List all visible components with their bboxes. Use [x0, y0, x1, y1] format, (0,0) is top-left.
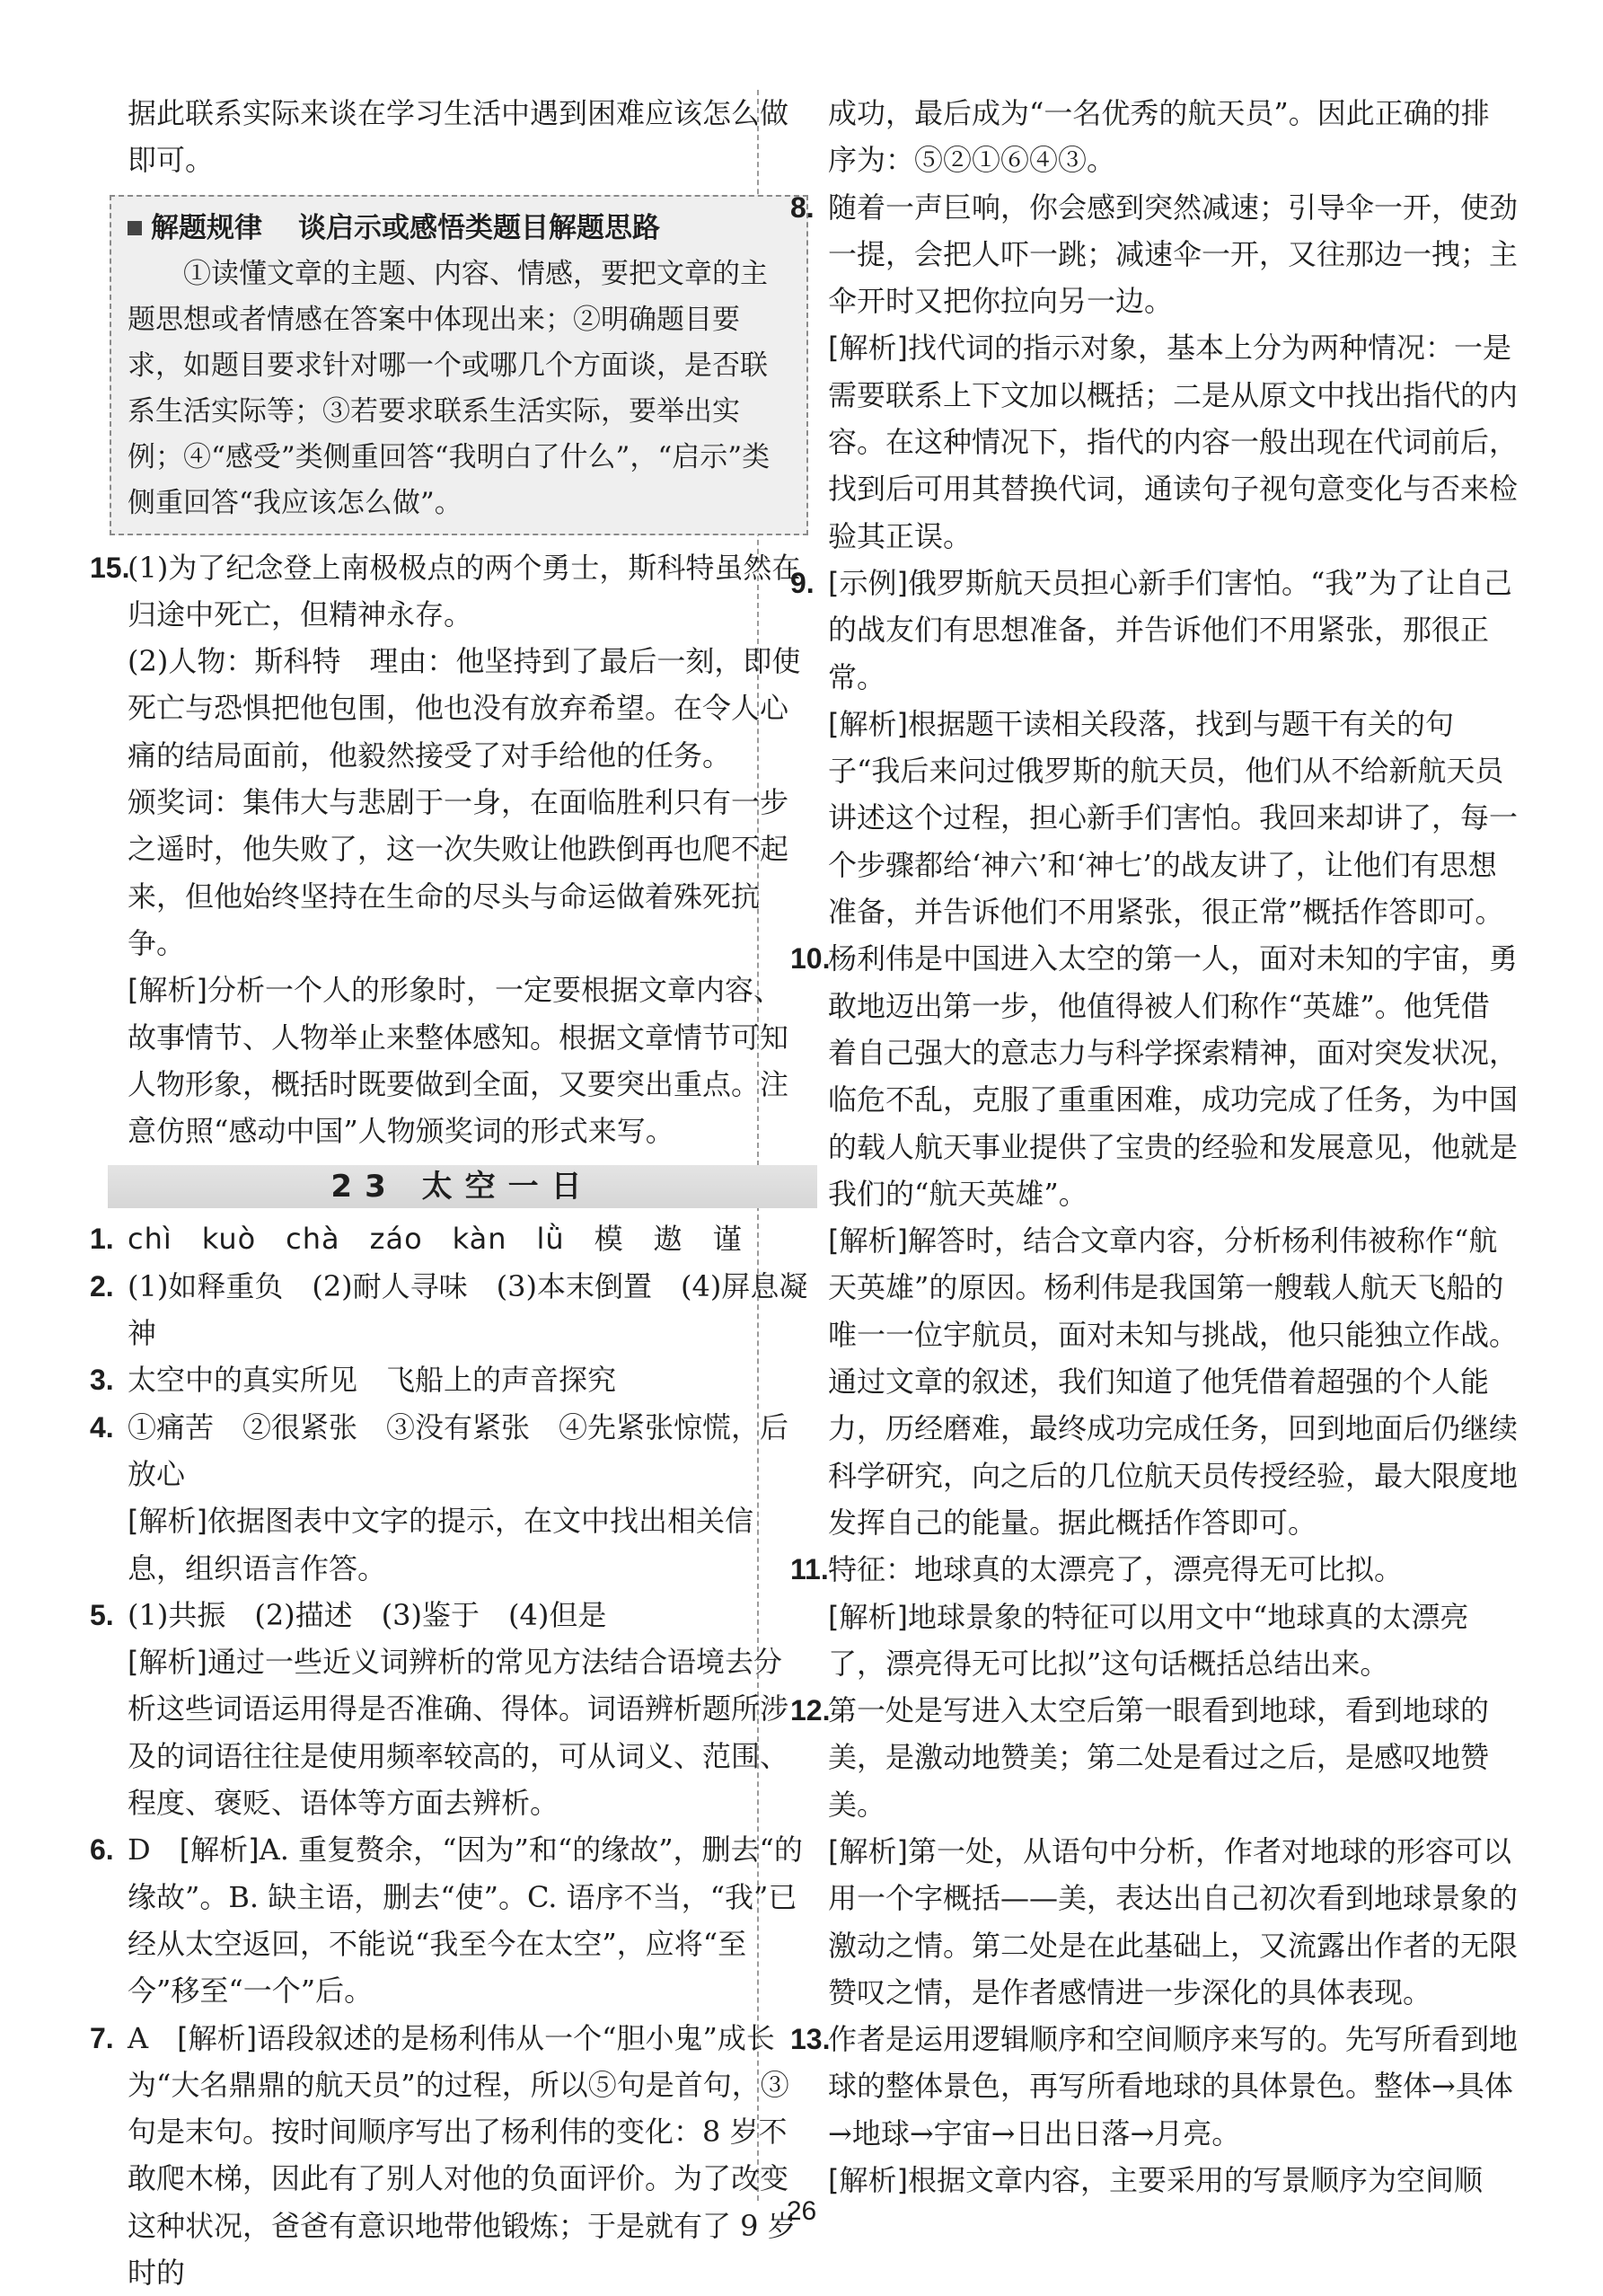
- answer-continuation: 据此联系实际来谈在学习生活中遇到困难应该怎么做即可。: [90, 90, 808, 184]
- answer-text: chì kuò chà záo kàn lǜ 模 遨 谨: [128, 1215, 808, 1262]
- analysis-tag: [解析]: [828, 1600, 908, 1634]
- question-number: 13.: [790, 2016, 828, 2203]
- question-number: 9.: [790, 560, 828, 935]
- question-13: [790, 2016, 1518, 2203]
- answer-text: 杨利伟是中国进入太空的第一人，面对未知的宇宙，勇敢地迈出第一步，他值得被人们称作“英雄”。他凭借着自己强大的意志力与科学探索精神，面对突发状况，临危不乱，克服了重重困难，成功完成了任务，为中国的载人航天事业提供了宝贵的经验和发展意见，他就是我们的“航天英雄”。: [828, 935, 1518, 1217]
- analysis-text: 地球景象的特征可以用文中“地球真的太漂亮了，漂亮得无可比拟”这句话概括总结出来。: [828, 1600, 1468, 1681]
- question-9: [790, 560, 1518, 935]
- question-15: [90, 544, 808, 1155]
- question-11: [790, 1546, 1518, 1687]
- analysis-tag: [解析]: [128, 1645, 207, 1679]
- example-tag: [示例]: [828, 566, 908, 600]
- answer-with-analysis: [128, 1826, 808, 2014]
- question-1: [90, 1215, 808, 1262]
- question-number: 1.: [90, 1215, 128, 1262]
- answer-text: 太空中的真实所见 飞船上的声音探究: [128, 1356, 808, 1403]
- analysis: [128, 1497, 808, 1592]
- answer-text: (2)人物：斯科特 理由：他坚持到了最后一刻，即使死亡与恐惧把他包围，他也没有放弃希望。在令人心痛的结局面前，他毅然接受了对手给他的任务。: [128, 638, 808, 779]
- question-2: [90, 1263, 808, 1357]
- question-8: [790, 184, 1518, 560]
- answer-choice: D: [128, 1832, 151, 1867]
- question-12: [790, 1687, 1518, 2016]
- analysis: [828, 324, 1518, 559]
- answer-with-analysis: [128, 2015, 808, 2296]
- analysis-text: 依据图表中文字的提示，在文中找出相关信息，组织语言作答。: [128, 1504, 753, 1585]
- analysis-tag: [解析]: [128, 1504, 207, 1538]
- tip-title-label: 解题规律: [151, 212, 262, 244]
- answer-text: 颁奖词：集伟大与悲剧于一身，在面临胜利只有一步之遥时，他失败了，这一次失败让他跌倒再也爬不起来，但他始终坚持在生命的尽头与命运做着殊死抗争。: [128, 779, 808, 967]
- analysis-text: 第一处，从语句中分析，作者对地球的形容可以用一个字概括——美，表达出自己初次看到地球景象的激动之情。第二处是在此基础上，又流露出作者的无限赞叹之情，是作者感情进一步深化的具体表现。: [828, 1834, 1518, 2009]
- analysis-tag: [解析]: [828, 1223, 908, 1258]
- question-number: 11.: [790, 1546, 828, 1687]
- question-6: [90, 1826, 808, 2014]
- question-number: 10.: [790, 935, 828, 1546]
- answer-text: (1)为了纪念登上南极极点的两个勇士，斯科特虽然在归途中死亡，但精神永存。: [128, 544, 808, 639]
- page-number: 26: [0, 2196, 1603, 2227]
- answer-continuation: 成功，最后成为“一名优秀的航天员”。因此正确的排序为：⑤②①⑥④③。: [790, 90, 1518, 184]
- right-column: [790, 90, 1518, 2203]
- question-number: 15.: [90, 544, 128, 1155]
- question-number: 3.: [90, 1356, 128, 1403]
- tip-title: [128, 206, 790, 252]
- chapter-heading: 23 太空一日: [108, 1165, 817, 1208]
- answer-text: 第一处是写进入太空后第一眼看到地球，看到地球的美，是激动地赞美；第二处是看过之后，是感叹地赞美。: [828, 1687, 1518, 1828]
- answer-text: 随着一声巨响，你会感到突然减速；引导伞一开，使劲一提，会把人吓一跳；减速伞一开，又往那边一拽；主伞开时又把你拉向另一边。: [828, 184, 1518, 325]
- analysis-text: 分析一个人的形象时，一定要根据文章内容、故事情节、人物举止来整体感知。根据文章情节可知人物形象，概括时既要做到全面，又要突出重点。注意仿照“感动中国”人物颁奖词的形式来写。: [128, 973, 788, 1148]
- analysis-text: 解答时，结合文章内容，分析杨利伟被称作“航天英雄”的原因。杨利伟是我国第一艘载人航天飞船的唯一一位宇航员，面对未知与挑战，他只能独立作战。通过文章的叙述，我们知道了他凭借着超强的个人能力，历经磨难，最终成功完成任务，回到地面后仍继续科学研究，向之后的几位航天员传授经验，最大限度地发挥自己的能量。据此概括作答即可。: [828, 1223, 1518, 1540]
- analysis-tag: [解析]: [828, 2163, 908, 2197]
- left-column: [90, 90, 808, 2296]
- analysis-tag: [解析]: [828, 331, 908, 365]
- question-5: [90, 1592, 808, 1826]
- analysis-text: 找代词的指示对象，基本上分为两种情况：一是需要联系上下文加以概括；二是从原文中找出指代的内容。在这种情况下，指代的内容一般出现在代词前后，找到后可用其替换代词，通读句子视句意变化与否来检验其正误。: [828, 331, 1518, 552]
- question-10: [790, 935, 1518, 1546]
- analysis-text: 语段叙述的是杨利伟从一个“胆小鬼”成长为“大名鼎鼎的航天员”的过程，所以⑤句是首句，③句是末句。按时间顺序写出了杨利伟的变化：8 岁不敢爬木梯，因此有了别人对他的负面评价。为了改变这种状况，爸爸有意识地带他锻炼；于是就有了 9 岁时的: [128, 2021, 797, 2290]
- question-4: [90, 1404, 808, 1592]
- analysis-text: 通过一些近义词辨析的常见方法结合语境去分析这些词语运用得是否准确、得体。词语辨析题所涉及的词语往往是使用频率较高的，可从词义、范围、程度、褒贬、语体等方面去辨析。: [128, 1645, 788, 1820]
- question-number: 2.: [90, 1263, 128, 1357]
- answer-text: (1)共振 (2)描述 (3)鉴于 (4)但是: [128, 1592, 808, 1638]
- question-number: 12.: [790, 1687, 828, 2016]
- analysis-text: 根据题干读相关段落，找到与题干有关的句子“我后来问过俄罗斯的航天员，他们从不给新航天员讲述这个过程，担心新手们害怕。我回来却讲了，每一个步骤都给‘神六’和‘神七’的战友讲了，让他们有思想准备，并告诉他们不用紧张，很正常”概括作答即可。: [828, 707, 1518, 929]
- question-number: 5.: [90, 1592, 128, 1826]
- answer-text: 特征：地球真的太漂亮了，漂亮得无可比拟。: [828, 1546, 1518, 1593]
- analysis: [128, 1638, 808, 1826]
- analysis-text: 根据文章内容，主要采用的写景顺序为空间顺: [908, 2163, 1483, 2197]
- analysis: [828, 1828, 1518, 2016]
- question-number: 4.: [90, 1404, 128, 1592]
- question-7: [90, 2015, 808, 2296]
- answer-choice: A: [128, 2021, 148, 2055]
- tip-subtitle: 谈启示或感悟类题目解题思路: [298, 212, 660, 244]
- question-3: [90, 1356, 808, 1403]
- analysis-tag: [解析]: [128, 973, 207, 1007]
- analysis: [828, 701, 1518, 935]
- square-bullet-icon: [128, 221, 142, 235]
- analysis-tag: [解析]: [180, 1832, 260, 1867]
- answer-text: 作者是运用逻辑顺序和空间顺序来写的。先写所看到地球的整体景色，再写所看地球的具体景色。整体→具体→地球→宇宙→日出日落→月亮。: [828, 2016, 1518, 2157]
- analysis-tag: [解析]: [177, 2021, 257, 2055]
- analysis-tag: [解析]: [828, 707, 908, 741]
- answer-text: ①痛苦 ②很紧张 ③没有紧张 ④先紧张惊慌，后放心: [128, 1404, 808, 1498]
- analysis: [828, 1594, 1518, 1688]
- analysis-tag: [解析]: [828, 1834, 908, 1868]
- answer-text: [828, 560, 1518, 701]
- question-number: 7.: [90, 2015, 128, 2296]
- analysis: [128, 967, 808, 1154]
- answer-body: 俄罗斯航天员担心新手们害怕。“我”为了让自己的战友们有思想准备，并告诉他们不用紧张，那很正常。: [828, 566, 1512, 694]
- tip-text: ①读懂文章的主题、内容、情感，要把文章的主题思想或者情感在答案中体现出来；②明确题目要求，如题目要求针对哪一个或哪几个方面谈，是否联系生活实际等；③若要求联系生活实际，要举出实例；④“感受”类侧重回答“我明白了什么”，“启示”类侧重回答“我应该怎么做”。: [128, 252, 790, 526]
- method-tip-box: [110, 195, 808, 535]
- question-number: 8.: [790, 184, 828, 560]
- answer-text: (1)如释重负 (2)耐人寻味 (3)本末倒置 (4)屏息凝神: [128, 1263, 808, 1357]
- question-number: 6.: [90, 1826, 128, 2014]
- analysis-text: A. 重复赘余，“因为”和“的缘故”，删去“的缘故”。B. 缺主语，删去“使”。C. 语序不当，“我”已经从太空返回，不能说“我至今在太空”，应将“至今”移至“一个”后。: [128, 1832, 803, 2008]
- analysis: [828, 1217, 1518, 1546]
